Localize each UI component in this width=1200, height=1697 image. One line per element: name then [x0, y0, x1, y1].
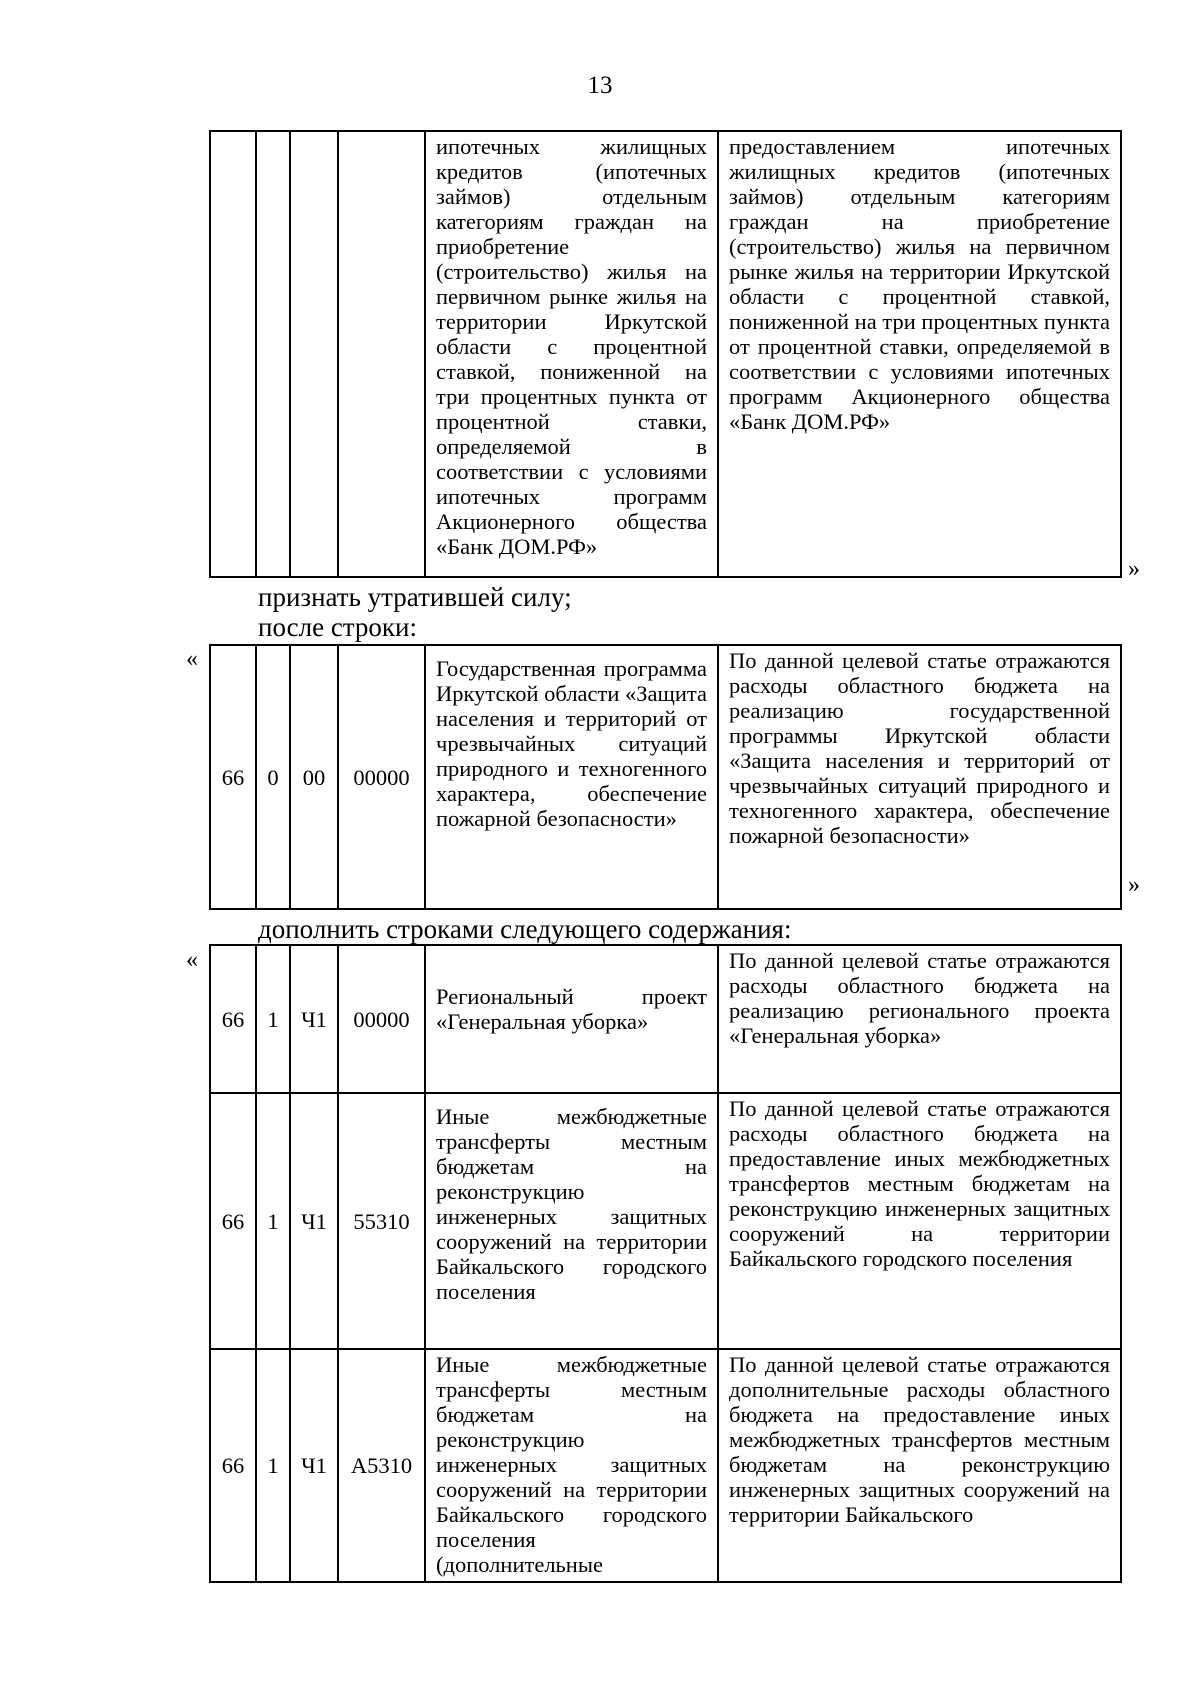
code-subprogram: 1 — [256, 1349, 290, 1582]
code-project: 00 — [290, 645, 338, 909]
article-name: Региональный проект «Генеральная уборка» — [425, 945, 718, 1093]
code-program: 66 — [210, 1093, 256, 1349]
code-subprogram: 0 — [256, 645, 290, 909]
closing-quote: » — [1128, 872, 1140, 898]
code-project — [290, 131, 338, 577]
code-subprogram: 1 — [256, 945, 290, 1093]
code-program: 66 — [210, 1349, 256, 1582]
code-direction: 00000 — [338, 945, 425, 1093]
article-description: По данной целевой статье отражаются расходы областного бюджета на реализацию государственной программы Иркутской области «Защита населения и территорий от чрезвычайных ситуаций природного и техногенного характера, обеспечение пожарной безопасности» — [718, 645, 1121, 909]
table-new-rows — [209, 944, 1122, 1583]
code-direction: 55310 — [338, 1093, 425, 1349]
code-program: 66 — [210, 645, 256, 909]
code-program: 66 — [210, 945, 256, 1093]
table-row — [210, 945, 1121, 1093]
table-row — [210, 645, 1121, 909]
code-direction: А5310 — [338, 1349, 425, 1582]
instruction-add-rows: дополнить строками следующего содержания: — [258, 914, 792, 944]
code-subprogram — [256, 131, 290, 577]
article-description: По данной целевой статье отражаются расходы областного бюджета на предоставление иных межбюджетных трансфертов местным бюджетам на реконструкцию инженерных защитных сооружений на территории Байкальского городского поселения — [718, 1093, 1121, 1349]
code-subprogram: 1 — [256, 1093, 290, 1349]
page-number: 13 — [587, 72, 613, 99]
article-description: По данной целевой статье отражаются расходы областного бюджета на реализацию регионального проекта «Генеральная уборка» — [718, 945, 1121, 1093]
table-row — [210, 1093, 1121, 1349]
opening-quote: « — [186, 646, 198, 672]
code-direction: 00000 — [338, 645, 425, 909]
article-name: Государственная программа Иркутской области «Защита населения и территорий от чрезвычайных ситуаций природного и техногенного характера, обеспечение пожарной безопасности» — [425, 645, 718, 909]
table-continuation — [209, 130, 1122, 578]
code-direction — [338, 131, 425, 577]
article-name: Иные межбюджетные трансферты местным бюджетам на реконструкцию инженерных защитных сооружений на территории Байкальского городского поселения (дополнительные — [425, 1349, 718, 1582]
article-description: По данной целевой статье отражаются дополнительные расходы областного бюджета на предоставление иных межбюджетных трансфертов местным бюджетам на реконструкцию инженерных защитных сооружений на территории Байкальского — [718, 1349, 1121, 1582]
instruction-after-row: после строки: — [258, 612, 417, 642]
code-project: Ч1 — [290, 1349, 338, 1582]
closing-quote: » — [1128, 556, 1140, 582]
article-name: ипотечных жилищных кредитов (ипотечных займов) отдельным категориям граждан на приобретение (строительство) жилья на первичном рынке жилья на территории Иркутской области с процентной ставкой, пониженной на три процентных пункта от процентной ставки, определяемой в соответствии с условиями ипотечных программ Акционерного общества «Банк ДОМ.РФ» — [425, 131, 718, 577]
code-project: Ч1 — [290, 1093, 338, 1349]
code-program — [210, 131, 256, 577]
table-after-row — [209, 644, 1122, 910]
article-name: Иные межбюджетные трансферты местным бюджетам на реконструкцию инженерных защитных сооружений на территории Байкальского городского поселения — [425, 1093, 718, 1349]
code-project: Ч1 — [290, 945, 338, 1093]
table-row — [210, 131, 1121, 577]
table-row — [210, 1349, 1121, 1582]
article-description: предоставлением ипотечных жилищных кредитов (ипотечных займов) отдельным категориям граждан на приобретение (строительство) жилья на первичном рынке жилья на территории Иркутской области с процентной ставкой, пониженной на три процентных пункта от процентной ставки, определяемой в соответствии с условиями ипотечных программ Акционерного общества «Банк ДОМ.РФ» — [718, 131, 1121, 577]
instruction-repeal: признать утратившей силу; — [258, 582, 572, 612]
opening-quote: « — [186, 947, 198, 973]
